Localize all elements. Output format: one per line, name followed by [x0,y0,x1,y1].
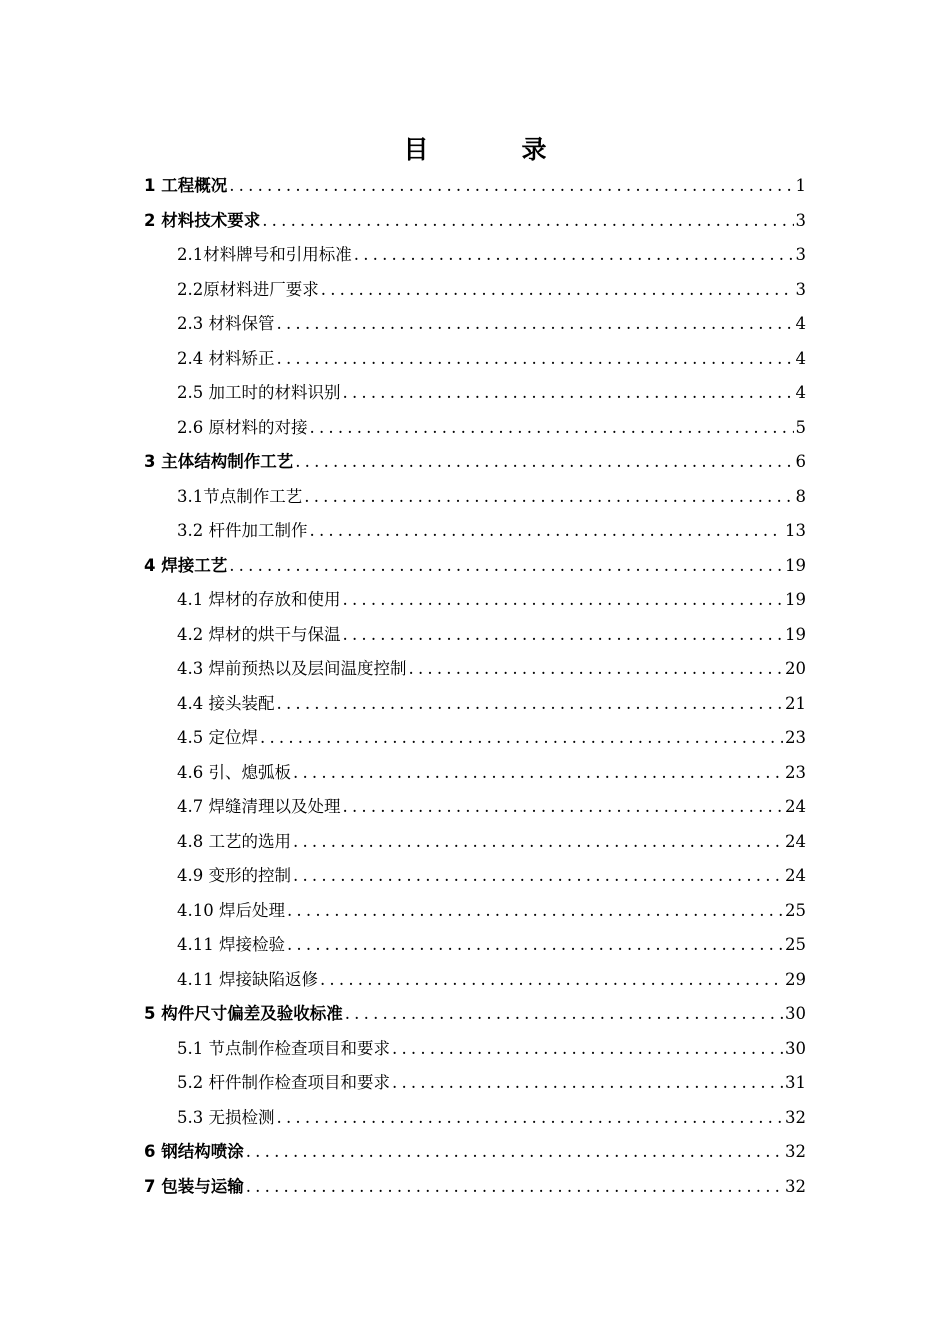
toc-entry-page-number: 19 [785,555,806,575]
toc-entry-label: 4.9 变形的控制 [177,866,291,885]
toc-entry-page-number: 31 [785,1073,806,1092]
toc-dot-leader [318,963,783,997]
toc-dot-leader [227,169,793,203]
toc-entry-chapter[interactable] [144,1135,806,1169]
toc-entry-section[interactable] [177,825,806,859]
toc-entry-section[interactable] [177,963,806,997]
toc-dot-leader [352,238,794,272]
toc-entry-page-number: 5 [795,417,806,437]
toc-entry-label: 4 焊接工艺 [144,555,228,575]
toc-entry-label: 3 主体结构制作工艺 [144,452,294,471]
toc-entry-section[interactable] [177,411,806,445]
toc-entry-page-number: 29 [785,969,806,989]
toc-entry-label: 4.7 焊缝清理以及处理 [177,797,341,816]
toc-entry-label: 3.1节点制作工艺 [177,486,303,506]
toc-entry-section[interactable] [177,1032,806,1066]
toc-entry-section[interactable] [177,756,806,790]
toc-entry-label: 5.2 杆件制作检查项目和要求 [177,1073,390,1092]
toc-entry-page-number: 13 [785,521,806,540]
toc-dot-leader [341,618,784,652]
toc-dot-leader [341,583,784,617]
toc-entry-page-number: 3 [795,210,806,230]
toc-dot-leader [291,859,783,893]
toc-entry-page-number: 6 [795,452,806,471]
toc-entry-page-number: 32 [785,1107,806,1127]
toc-dot-leader [275,307,794,341]
toc-dot-leader [227,549,783,583]
toc-entry-label: 2.1材料牌号和引用标准 [177,245,352,264]
toc-dot-leader [308,514,784,548]
toc-entry-label: 7 包装与运输 [144,1176,244,1196]
toc-entry-section[interactable] [177,480,806,514]
toc-entry-section[interactable] [177,342,806,376]
toc-entry-page-number: 24 [785,866,806,885]
toc-entry-label: 2.4 材料矫正 [177,348,275,368]
toc-entry-page-number: 32 [785,1176,806,1196]
toc-dot-leader [291,825,783,859]
toc-entry-page-number: 30 [785,1004,806,1023]
toc-entry-chapter[interactable] [144,549,806,583]
toc-entry-page-number: 24 [785,831,806,851]
toc-dot-leader [285,928,783,962]
toc-entry-section[interactable] [177,721,806,755]
toc-entry-label: 4.2 焊材的烘干与保温 [177,624,341,644]
toc-entry-section[interactable] [177,618,806,652]
toc-entry-page-number: 4 [795,383,806,402]
toc-entry-label: 5.3 无损检测 [177,1107,275,1127]
toc-entry-label: 2.5 加工时的材料识别 [177,383,341,402]
toc-entry-section[interactable] [177,928,806,962]
toc-entry-page-number: 8 [795,486,806,506]
toc-entry-label: 4.8 工艺的选用 [177,831,291,851]
toc-entry-page-number: 4 [795,348,806,368]
toc-dot-leader [341,790,784,824]
page-title: 目 录 [403,135,581,164]
toc-entry-page-number: 25 [785,900,806,920]
toc-dot-leader [244,1170,783,1204]
toc-entry-page-number: 30 [785,1038,806,1058]
toc-dot-leader [291,756,783,790]
toc-entry-page-number: 23 [785,762,806,782]
toc-dot-leader [293,445,793,479]
toc-dot-leader [390,1032,783,1066]
toc-entry-page-number: 19 [785,590,806,609]
toc-entry-page-number: 20 [785,659,806,678]
toc-entry-page-number: 24 [785,797,806,816]
toc-dot-leader [407,652,784,686]
toc-dot-leader [319,273,794,307]
toc-entry-section[interactable] [177,514,806,548]
toc-dot-leader [308,411,794,445]
toc-entry-label: 3.2 杆件加工制作 [177,521,308,540]
toc-entry-page-number: 23 [785,728,806,747]
toc-dot-leader [302,480,793,514]
toc-entry-section[interactable] [177,238,806,272]
toc-entry-label: 2 材料技术要求 [144,210,261,230]
toc-entry-page-number: 32 [785,1142,806,1161]
toc-entry-section[interactable] [177,652,806,686]
toc-entry-page-number: 4 [795,314,806,333]
toc-entry-chapter[interactable] [144,445,806,479]
toc-entry-section[interactable] [177,859,806,893]
toc-entry-section[interactable] [177,273,806,307]
toc-entry-chapter[interactable] [144,1170,806,1204]
toc-entry-label: 2.2原材料进厂要求 [177,279,319,299]
toc-entry-page-number: 19 [785,624,806,644]
toc-entry-chapter[interactable] [144,997,806,1031]
toc-entry-label: 4.5 定位焊 [177,728,258,747]
toc-entry-label: 6 钢结构喷涂 [144,1142,244,1161]
toc-dot-leader [275,342,794,376]
toc-entry-page-number: 21 [785,693,806,713]
toc-entry-label: 2.6 原材料的对接 [177,417,308,437]
toc-entry-label: 4.10 焊后处理 [177,900,285,920]
toc-entry-label: 4.6 引、熄弧板 [177,762,291,782]
toc-entry-page-number: 1 [795,176,806,195]
toc-dot-leader [390,1066,783,1100]
toc-entry-section[interactable] [177,307,806,341]
toc-dot-leader [275,1101,784,1135]
toc-entry-label: 4.4 接头装配 [177,693,275,713]
toc-entry-label: 1 工程概况 [144,176,228,195]
toc-dot-leader [244,1135,783,1169]
toc-entry-section[interactable] [177,583,806,617]
toc-entry-label: 4.3 焊前预热以及层间温度控制 [177,659,407,678]
toc-entry-label: 4.1 焊材的存放和使用 [177,590,341,609]
toc-entry-page-number: 3 [795,279,806,299]
toc-entry-page-number: 3 [795,245,806,264]
toc-entry-label: 4.11 焊接缺陷返修 [177,969,318,989]
toc-entry-section[interactable] [177,790,806,824]
toc-entry-section[interactable] [177,894,806,928]
toc-entry-section[interactable] [177,376,806,410]
toc-entry-label: 2.3 材料保管 [177,314,275,333]
toc-dot-leader [341,376,794,410]
toc-dot-leader [343,997,783,1031]
toc-entry-chapter[interactable] [144,204,806,238]
toc-entry-section[interactable] [177,1101,806,1135]
toc-entry-section[interactable] [177,687,806,721]
toc-entry-label: 5.1 节点制作检查项目和要求 [177,1038,390,1058]
toc-entry-section[interactable] [177,1066,806,1100]
toc-dot-leader [260,204,793,238]
toc-entry-page-number: 25 [785,935,806,954]
toc-entry-label: 5 构件尺寸偏差及验收标准 [144,1004,343,1023]
toc-entry-label: 4.11 焊接检验 [177,935,285,954]
toc-dot-leader [258,721,783,755]
toc-dot-leader [285,894,783,928]
toc-entry-chapter[interactable] [144,169,806,203]
toc-dot-leader [275,687,784,721]
